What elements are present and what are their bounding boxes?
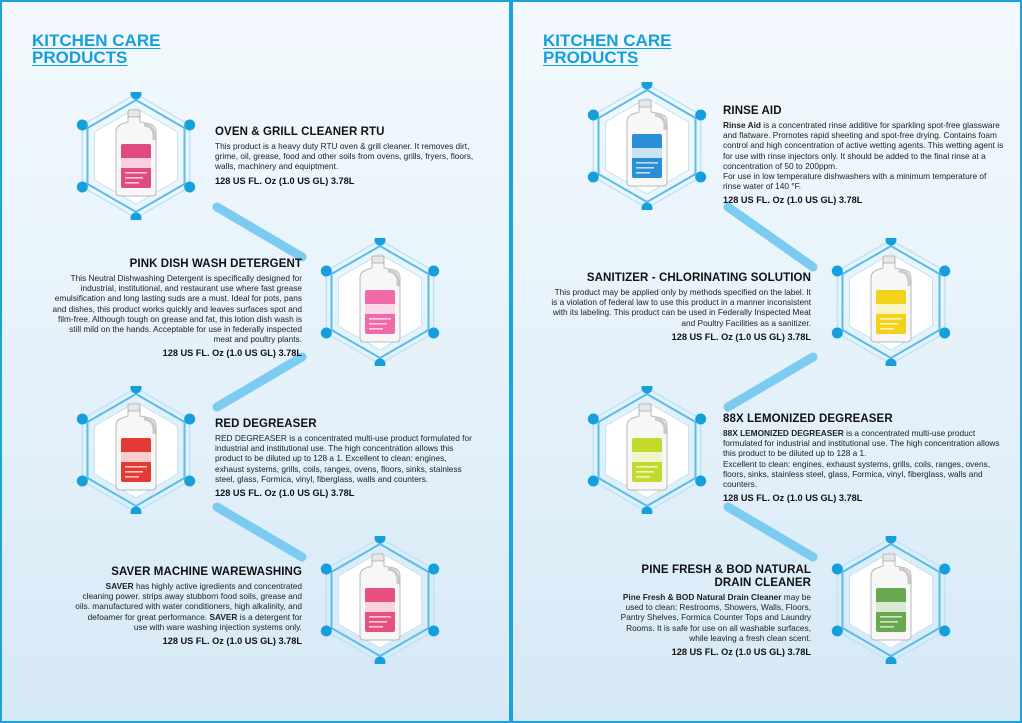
hex-dot — [695, 172, 706, 183]
product-hex — [316, 536, 444, 664]
hex-dot — [886, 238, 897, 246]
hex-dot — [939, 564, 950, 575]
hex-dot — [695, 110, 706, 121]
product-description: This product may be applied only by methods specified on the label. It is a violation of federal law to use this product in a manner inconsistent with its labeling. This product can be used in Federally Inspected Meat and Poultry Facilities as a sanitizer. — [551, 287, 811, 328]
hex-dot — [131, 507, 142, 515]
hex-dot — [375, 536, 386, 544]
product-description: SAVER has highly active igredients and concentrated cleaning power. strips away stubborn food soils, grease and oils. manufactured with water conditioners, high alkalinity, and defoamer for great performance. SAVER is a detergent for use with ware washing injection systems only. — [75, 581, 302, 632]
hex-dot — [588, 476, 599, 487]
hex-dot — [642, 386, 653, 394]
hex-dot — [588, 172, 599, 183]
product-size: 128 US FL. Oz (1.0 US GL) 3.78L — [215, 488, 355, 499]
product-block — [50, 258, 302, 359]
product-title: SAVER MACHINE WAREWASHING — [111, 566, 302, 578]
hex-dot — [939, 266, 950, 277]
hex-dot — [428, 626, 439, 637]
product-block — [74, 566, 302, 646]
hex-dot — [428, 266, 439, 277]
product-description: This Neutral Dishwashing Detergent is specifically designed for industrial, institutional, and restaurant use where fast grease emulsification and long lasting suds are a must. Ideal for pots, pans and dishes, this product works quickly and leaves surfaces spot and film-free. Although tough on grease and fat, this lotion dish wash is still mild on the hands. Acceptable for use in federally inspected meat and poultry plants. — [52, 273, 302, 345]
hex-dot — [321, 626, 332, 637]
product-block — [215, 418, 477, 498]
hex-dot — [321, 266, 332, 277]
hex-frame — [583, 82, 711, 210]
product-hex — [827, 238, 955, 366]
product-title: RINSE AID — [723, 105, 782, 117]
hex-frame — [72, 386, 200, 514]
hex-dot — [375, 238, 386, 246]
product-title: OVEN & GRILL CLEANER RTU — [215, 126, 385, 138]
hex-dot — [77, 120, 88, 131]
hex-dot — [131, 92, 142, 100]
hex-frame — [316, 536, 444, 664]
hex-dot — [184, 476, 195, 487]
page-title-line1: KITCHEN CARE — [543, 31, 672, 50]
hex-dot — [77, 476, 88, 487]
hex-dot — [642, 82, 653, 90]
product-block — [723, 413, 1005, 503]
hex-frame — [72, 92, 200, 220]
product-block — [723, 105, 1005, 206]
product-hex — [583, 82, 711, 210]
product-block — [215, 126, 475, 186]
hex-dot — [131, 213, 142, 221]
hex-dot — [184, 182, 195, 193]
hex-frame — [583, 386, 711, 514]
hex-dot — [588, 110, 599, 121]
product-title: RED DEGREASER — [215, 418, 317, 430]
product-title: PINK DISH WASH DETERGENT — [129, 258, 302, 270]
hex-dot — [428, 564, 439, 575]
product-size: 128 US FL. Oz (1.0 US GL) 3.78L — [215, 175, 355, 186]
product-block — [605, 564, 811, 657]
hex-frame — [827, 238, 955, 366]
page-title-line2: PRODUCTS — [543, 48, 639, 67]
product-size: 128 US FL. Oz (1.0 US GL) 3.78L — [162, 636, 302, 647]
hex-dot — [886, 359, 897, 367]
product-hex — [72, 386, 200, 514]
hex-dot — [939, 626, 950, 637]
product-title: 88X LEMONIZED DEGREASER — [723, 413, 893, 425]
product-size: 128 US FL. Oz (1.0 US GL) 3.78L — [162, 348, 302, 359]
page-title-line1: KITCHEN CARE — [32, 31, 161, 50]
hex-dot — [375, 657, 386, 665]
page-title-line2: PRODUCTS — [32, 48, 128, 67]
product-size: 128 US FL. Oz (1.0 US GL) 3.78L — [723, 195, 863, 206]
hex-dot — [428, 328, 439, 339]
product-title: PINE FRESH & BOD NATURAL DRAIN CLEANER — [641, 564, 811, 589]
hex-frame — [827, 536, 955, 664]
hex-dot — [321, 328, 332, 339]
hex-dot — [321, 564, 332, 575]
hex-dot — [375, 359, 386, 367]
hex-dot — [886, 536, 897, 544]
product-description: This product is a heavy duty RTU oven & grill cleaner. It removes dirt, grime, oil, grease, food and other soils from ovens, grills, fryers, floors, walls, machinery and equiptment. — [215, 141, 474, 172]
product-title: SANITIZER - CHLORINATING SOLUTION — [586, 272, 811, 284]
hex-dot — [832, 564, 843, 575]
product-block — [549, 272, 811, 342]
product-size: 128 US FL. Oz (1.0 US GL) 3.78L — [671, 331, 811, 342]
hex-dot — [695, 476, 706, 487]
product-hex — [583, 386, 711, 514]
product-size: 128 US FL. Oz (1.0 US GL) 3.78L — [723, 493, 863, 504]
hex-dot — [184, 414, 195, 425]
hex-frame — [316, 238, 444, 366]
right-page — [511, 0, 1022, 723]
hex-dot — [832, 328, 843, 339]
hex-dot — [832, 626, 843, 637]
hex-dot — [832, 266, 843, 277]
product-description: Rinse Aid is a concentrated rinse additive for sparkling spot-free glassware and flatware. Promotes rapid sheeting and spot-free drying. Contains foam control and high concentration of active wetting agents. This wetting agent is for use with rinse injectors only. It should be added to the final rinse at a concentration of 50 to 200ppm. For use in low temperature dishwashers with a minimum temperature of rinse water of 140 °F. — [723, 120, 1004, 192]
hex-dot — [642, 203, 653, 211]
hex-dot — [77, 414, 88, 425]
hex-dot — [642, 507, 653, 515]
product-hex — [316, 238, 444, 366]
hex-dot — [588, 414, 599, 425]
product-size: 128 US FL. Oz (1.0 US GL) 3.78L — [671, 647, 811, 658]
product-hex — [72, 92, 200, 220]
product-hex — [827, 536, 955, 664]
hex-dot — [939, 328, 950, 339]
hex-dot — [695, 414, 706, 425]
product-description: 88X LEMONIZED DEGREASER is a concentrated multi-use product formulated for industrial and institutional use. The high concentration allows this product to be diluted up to 128 a 1. Excellent to clean: engines, exhaust systems, grills, coils, ranges, ovens, floors, sinks, stainless steel, glass, Formica, vinyl, fiberglass, walls and counters. — [723, 428, 1000, 490]
hex-dot — [184, 120, 195, 131]
hex-dot — [131, 386, 142, 394]
product-description: Pine Fresh & BOD Natural Drain Cleaner may be used to clean: Restrooms, Showers, Walls, Floors, Pantry Shelves, Formica Counter Tops and Laundry Rooms. It is safe for use on all washable surfaces, while leaving a fresh clean scent. — [620, 592, 811, 643]
hex-dot — [886, 657, 897, 665]
hex-dot — [77, 182, 88, 193]
product-description: RED DEGREASER is a concentrated multi-use product formulated for industrial and institutional use. The high concentration allows this product to be diluted up to 128 a 1. Excellent to clean: engines, exhaust systems, grills, coils, ranges, ovens, floors, sinks, stainless steel, glass, Formica, vinyl, fiberglass, walls and counters. — [215, 433, 472, 484]
